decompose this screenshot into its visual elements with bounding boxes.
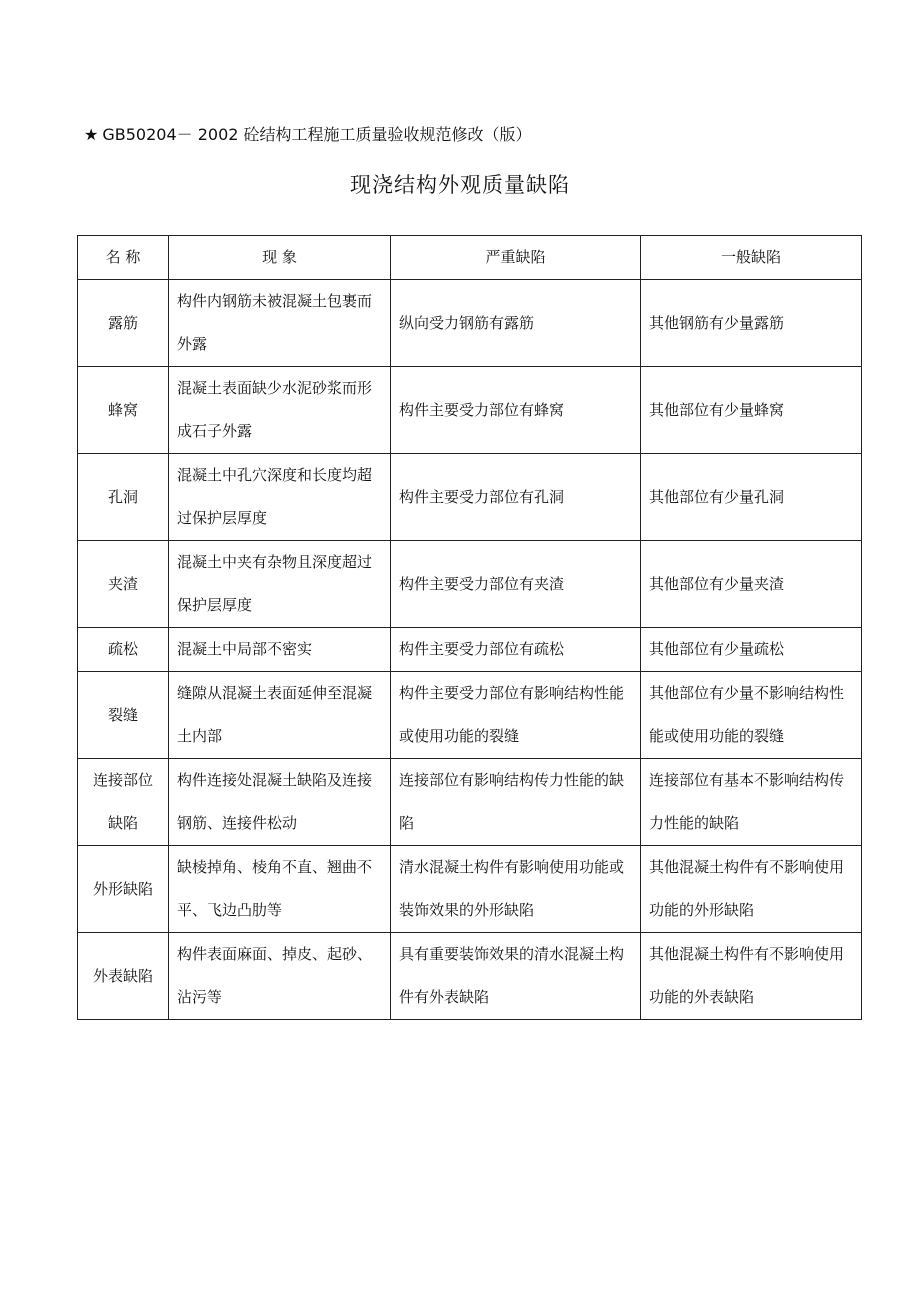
- defect-phenomenon: 混凝土中局部不密实: [169, 628, 391, 672]
- defect-phenomenon: 混凝土中夹有杂物且深度超过保护层厚度: [169, 541, 391, 628]
- table-row: [78, 628, 862, 672]
- star-icon: ★: [84, 125, 99, 144]
- defect-serious: 构件主要受力部位有夹渣: [391, 541, 641, 628]
- defect-serious: 构件主要受力部位有疏松: [391, 628, 641, 672]
- defect-name: 连接部位缺陷: [78, 759, 169, 846]
- defect-general: 连接部位有基本不影响结构传力性能的缺陷: [641, 759, 862, 846]
- table-row: [78, 454, 862, 541]
- table-row: [78, 280, 862, 367]
- defect-general: 其他部位有少量疏松: [641, 628, 862, 672]
- defect-name: 蜂窝: [78, 367, 169, 454]
- defect-general: 其他部位有少量孔洞: [641, 454, 862, 541]
- table-row: [78, 367, 862, 454]
- table-row: [78, 672, 862, 759]
- column-header-serious: 严重缺陷: [391, 236, 641, 280]
- defect-general: 其他混凝土构件有不影响使用功能的外表缺陷: [641, 933, 862, 1020]
- defect-phenomenon: 缝隙从混凝土表面延伸至混凝土内部: [169, 672, 391, 759]
- defect-serious: 构件主要受力部位有孔洞: [391, 454, 641, 541]
- defect-general: 其他部位有少量蜂窝: [641, 367, 862, 454]
- defect-general: 其他部位有少量不影响结构性能或使用功能的裂缝: [641, 672, 862, 759]
- defect-phenomenon: 缺棱掉角、棱角不直、翘曲不平、飞边凸肋等: [169, 846, 391, 933]
- defect-phenomenon: 构件连接处混凝土缺陷及连接钢筋、连接件松动: [169, 759, 391, 846]
- defect-general: 其他混凝土构件有不影响使用功能的外形缺陷: [641, 846, 862, 933]
- defect-phenomenon: 构件表面麻面、掉皮、起砂、沾污等: [169, 933, 391, 1020]
- defect-name: 裂缝: [78, 672, 169, 759]
- table-header-row: [78, 236, 862, 280]
- defect-name: 外形缺陷: [78, 846, 169, 933]
- table-row: [78, 759, 862, 846]
- defect-name: 疏松: [78, 628, 169, 672]
- defect-name: 露筋: [78, 280, 169, 367]
- defect-phenomenon: 构件内钢筋未被混凝土包裹而外露: [169, 280, 391, 367]
- column-header-name: 名 称: [78, 236, 169, 280]
- defect-serious: 清水混凝土构件有影响使用功能或装饰效果的外形缺陷: [391, 846, 641, 933]
- defect-phenomenon: 混凝土中孔穴深度和长度均超过保护层厚度: [169, 454, 391, 541]
- defect-general: 其他钢筋有少量露筋: [641, 280, 862, 367]
- document-header: [84, 124, 532, 146]
- page-title: 现浇结构外观质量缺陷: [350, 173, 570, 197]
- defect-phenomenon: 混凝土表面缺少水泥砂浆而形成石子外露: [169, 367, 391, 454]
- defects-table: [77, 235, 862, 1020]
- defect-general: 其他部位有少量夹渣: [641, 541, 862, 628]
- defect-name: 外表缺陷: [78, 933, 169, 1020]
- column-header-phenomenon: 现 象: [169, 236, 391, 280]
- defect-serious: 具有重要装饰效果的清水混凝土构件有外表缺陷: [391, 933, 641, 1020]
- defect-name: 孔洞: [78, 454, 169, 541]
- defect-serious: 构件主要受力部位有影响结构性能或使用功能的裂缝: [391, 672, 641, 759]
- column-header-general: 一般缺陷: [641, 236, 862, 280]
- table-row: [78, 541, 862, 628]
- table-row: [78, 933, 862, 1020]
- defect-name: 夹渣: [78, 541, 169, 628]
- standard-reference: GB50204－ 2002 砼结构工程施工质量验收规范修改（版）: [102, 125, 532, 144]
- defect-serious: 纵向受力钢筋有露筋: [391, 280, 641, 367]
- defect-serious: 连接部位有影响结构传力性能的缺陷: [391, 759, 641, 846]
- table-row: [78, 846, 862, 933]
- defect-serious: 构件主要受力部位有蜂窝: [391, 367, 641, 454]
